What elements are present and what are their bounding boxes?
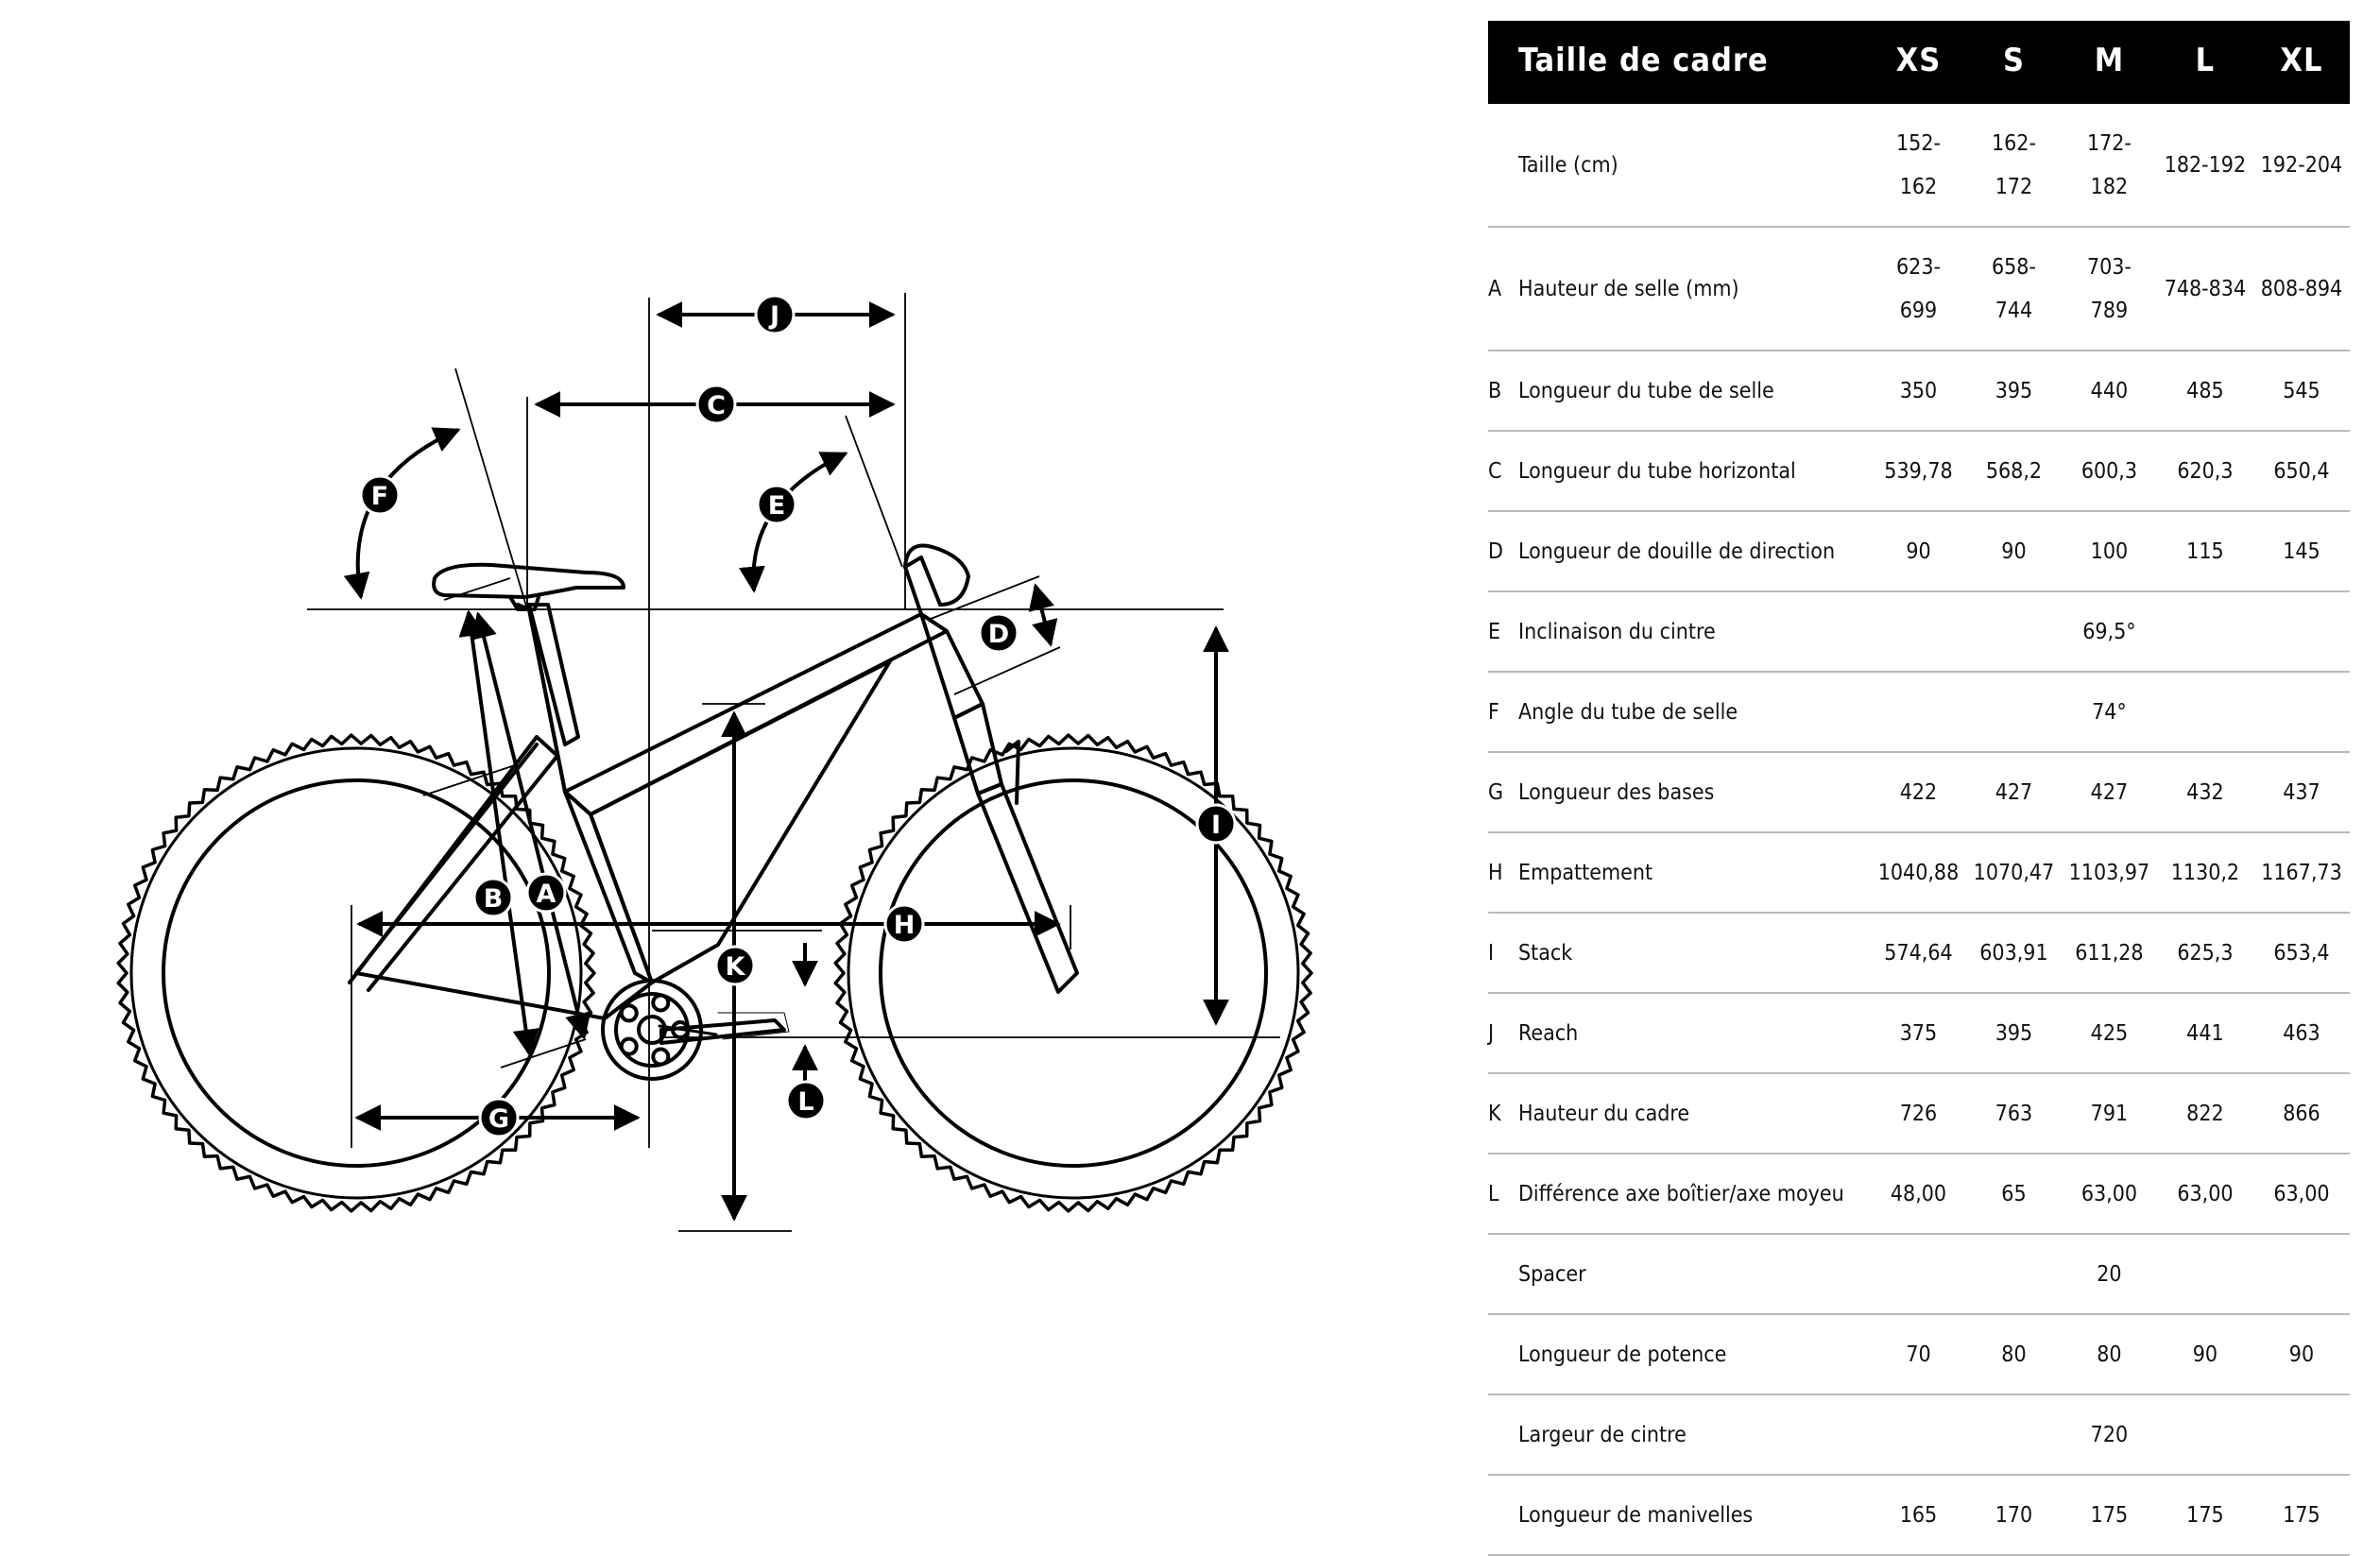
row-value: 726 xyxy=(1871,1073,1966,1154)
row-value: 422 xyxy=(1871,752,1966,832)
size-header-m: M xyxy=(2062,21,2157,102)
row-value: 350 xyxy=(1871,351,1966,431)
row-value: 165 xyxy=(1871,1475,1966,1555)
row-value: 145 xyxy=(2253,511,2350,591)
empty-cell xyxy=(1966,591,2062,672)
row-letter: K xyxy=(1488,1073,1518,1154)
table-header-row xyxy=(1488,21,2350,102)
bike-drawing xyxy=(118,546,1311,1211)
fork-brake xyxy=(1006,742,1019,803)
size-header-l: L xyxy=(2157,21,2253,102)
seat-angle-line xyxy=(455,368,527,609)
row-value: 192-204 xyxy=(2253,102,2350,227)
empty-cell xyxy=(1871,591,1966,672)
row-label: Hauteur du cadre xyxy=(1518,1073,1871,1154)
row-value: 539,78 xyxy=(1871,431,1966,511)
table-row xyxy=(1488,1475,2350,1555)
row-value: 100 xyxy=(2062,511,2157,591)
row-letter: D xyxy=(1488,511,1518,591)
row-label: Spacer xyxy=(1518,1234,1871,1314)
table-row xyxy=(1488,351,2350,431)
table-row xyxy=(1488,1394,2350,1475)
row-value: 611,28 xyxy=(2062,913,2157,993)
marker-d xyxy=(980,614,1018,652)
row-value: 1070,47 xyxy=(1966,832,2062,913)
row-value: 1040,88 xyxy=(1871,832,1966,913)
row-value: 375 xyxy=(1871,993,1966,1073)
row-value: 90 xyxy=(1871,511,1966,591)
table-row xyxy=(1488,431,2350,511)
marker-h xyxy=(885,905,923,943)
marker-label: L xyxy=(797,1087,814,1117)
row-label: Longueur du tube de selle xyxy=(1518,351,1871,431)
marker-label: I xyxy=(1210,811,1222,840)
row-letter xyxy=(1488,1314,1518,1394)
row-value-all-sizes: 69,5° xyxy=(2062,591,2157,672)
row-value: 603,91 xyxy=(1966,913,2062,993)
row-value: 90 xyxy=(2253,1314,2350,1394)
row-label: Inclinaison du cintre xyxy=(1518,591,1871,672)
row-value: 650,4 xyxy=(2253,431,2350,511)
row-value: 703- 789 xyxy=(2062,227,2157,351)
row-value: 115 xyxy=(2157,511,2253,591)
row-letter xyxy=(1488,102,1518,227)
row-value: 175 xyxy=(2253,1475,2350,1555)
row-label: Longueur de manivelles xyxy=(1518,1475,1871,1555)
row-label: Hauteur de selle (mm) xyxy=(1518,227,1871,351)
row-letter: E xyxy=(1488,591,1518,672)
empty-cell xyxy=(1966,1234,2062,1314)
marker-e xyxy=(758,486,796,523)
front-wheel xyxy=(835,735,1311,1211)
size-header-s: S xyxy=(1966,21,2062,102)
row-value: 1103,97 xyxy=(2062,832,2157,913)
fork-leg xyxy=(978,784,1077,992)
row-value: 568,2 xyxy=(1966,431,2062,511)
row-letter: F xyxy=(1488,672,1518,752)
chainring-bolt xyxy=(653,995,668,1010)
marker-label: C xyxy=(707,391,726,420)
row-value: 48,00 xyxy=(1871,1154,1966,1234)
row-value-all-sizes: 720 xyxy=(2062,1394,2157,1475)
marker-l xyxy=(787,1082,825,1120)
row-label: Longueur du tube horizontal xyxy=(1518,431,1871,511)
table-row xyxy=(1488,832,2350,913)
size-header-xs: XS xyxy=(1871,21,1966,102)
row-letter: C xyxy=(1488,431,1518,511)
marker-c xyxy=(697,385,735,423)
table-row xyxy=(1488,227,2350,351)
row-value: 658- 744 xyxy=(1966,227,2062,351)
row-value: 822 xyxy=(2157,1073,2253,1154)
marker-j xyxy=(756,296,794,333)
row-value: 574,64 xyxy=(1871,913,1966,993)
marker-label: K xyxy=(725,952,745,982)
row-value: 90 xyxy=(1966,511,2062,591)
headtube-bottom-tick xyxy=(954,647,1060,694)
row-letter: H xyxy=(1488,832,1518,913)
dimension-markers xyxy=(361,296,1235,1137)
marker-a xyxy=(527,874,565,912)
table-row xyxy=(1488,672,2350,752)
empty-cell xyxy=(2253,591,2350,672)
row-value: 866 xyxy=(2253,1073,2350,1154)
row-value-all-sizes: 74° xyxy=(2062,672,2157,752)
row-label: Taille (cm) xyxy=(1518,102,1871,227)
row-label: Longueur de potence xyxy=(1518,1314,1871,1394)
empty-cell xyxy=(1871,1394,1966,1475)
row-value: 600,3 xyxy=(2062,431,2157,511)
empty-cell xyxy=(2157,672,2253,752)
fork-upper xyxy=(954,704,1002,794)
row-value: 65 xyxy=(1966,1154,2062,1234)
row-value: 653,4 xyxy=(2253,913,2350,993)
row-label: Reach xyxy=(1518,993,1871,1073)
stem-angle-line xyxy=(846,416,902,567)
row-letter: A xyxy=(1488,227,1518,351)
marker-b xyxy=(474,879,512,916)
row-value: 175 xyxy=(2062,1475,2157,1555)
frame-size-header: Taille de cadre xyxy=(1488,21,1871,102)
seat-post-clamp xyxy=(529,605,578,744)
empty-cell xyxy=(2157,1394,2253,1475)
row-value: 763 xyxy=(1966,1073,2062,1154)
row-value: 80 xyxy=(1966,1314,2062,1394)
row-letter: G xyxy=(1488,752,1518,832)
empty-cell xyxy=(2157,1234,2253,1314)
row-value: 1130,2 xyxy=(2157,832,2253,913)
chainring-bolt xyxy=(622,1039,637,1054)
row-value: 427 xyxy=(2062,752,2157,832)
row-label: Empattement xyxy=(1518,832,1871,913)
stem xyxy=(905,557,940,614)
row-value: 437 xyxy=(2253,752,2350,832)
row-value: 441 xyxy=(2157,993,2253,1073)
row-letter xyxy=(1488,1234,1518,1314)
saddle-height-arrow xyxy=(478,614,584,1037)
row-value: 182-192 xyxy=(2157,102,2253,227)
row-value: 70 xyxy=(1871,1314,1966,1394)
marker-label: G xyxy=(488,1104,510,1134)
empty-cell xyxy=(2253,1394,2350,1475)
row-value: 90 xyxy=(2157,1314,2253,1394)
row-value: 395 xyxy=(1966,351,2062,431)
marker-label: J xyxy=(769,301,780,331)
geometry-table xyxy=(1488,21,2350,1556)
table-row xyxy=(1488,511,2350,591)
row-value: 63,00 xyxy=(2253,1154,2350,1234)
row-value: 485 xyxy=(2157,351,2253,431)
head-tube xyxy=(921,614,983,718)
chainring-bolt xyxy=(653,1050,668,1065)
size-header-xl: XL xyxy=(2253,21,2350,102)
table-row xyxy=(1488,1154,2350,1234)
row-label: Stack xyxy=(1518,913,1871,993)
row-value: 440 xyxy=(2062,351,2157,431)
table-row xyxy=(1488,913,2350,993)
table-row xyxy=(1488,1073,2350,1154)
row-value: 63,00 xyxy=(2157,1154,2253,1234)
top-tube xyxy=(565,614,947,814)
row-letter: L xyxy=(1488,1154,1518,1234)
saddle xyxy=(434,565,624,597)
row-value: 170 xyxy=(1966,1475,2062,1555)
headtube-length-arrow xyxy=(1036,586,1051,644)
table-row xyxy=(1488,993,2350,1073)
row-letter: J xyxy=(1488,993,1518,1073)
table-row xyxy=(1488,591,2350,672)
tire-tread xyxy=(835,735,1311,1211)
marker-f xyxy=(361,476,399,514)
empty-cell xyxy=(2157,591,2253,672)
row-label: Longueur des bases xyxy=(1518,752,1871,832)
frame xyxy=(350,546,1077,1019)
empty-cell xyxy=(2253,672,2350,752)
marker-i xyxy=(1197,805,1235,843)
marker-label: A xyxy=(536,880,556,909)
row-value: 80 xyxy=(2062,1314,2157,1394)
row-letter: B xyxy=(1488,351,1518,431)
row-value: 63,00 xyxy=(2062,1154,2157,1234)
row-value-all-sizes: 20 xyxy=(2062,1234,2157,1314)
marker-label: B xyxy=(483,884,504,914)
empty-cell xyxy=(1871,672,1966,752)
seat-post xyxy=(518,605,565,792)
row-label: Largeur de cintre xyxy=(1518,1394,1871,1475)
row-value: 175 xyxy=(2157,1475,2253,1555)
marker-label: F xyxy=(370,482,389,511)
row-label: Différence axe boîtier/axe moyeu xyxy=(1518,1154,1871,1234)
headtube-top-tick xyxy=(931,576,1039,619)
row-letter xyxy=(1488,1394,1518,1475)
row-value: 395 xyxy=(1966,993,2062,1073)
row-value: 172- 182 xyxy=(2062,102,2157,227)
marker-g xyxy=(480,1099,518,1137)
row-value: 620,3 xyxy=(2157,431,2253,511)
empty-cell xyxy=(1871,1234,1966,1314)
marker-label: E xyxy=(767,491,786,521)
row-value: 152- 162 xyxy=(1871,102,1966,227)
table-row xyxy=(1488,752,2350,832)
row-value: 545 xyxy=(2253,351,2350,431)
row-value: 427 xyxy=(1966,752,2062,832)
row-letter xyxy=(1488,1475,1518,1555)
row-value: 748-834 xyxy=(2157,227,2253,351)
chainring-bolt xyxy=(622,1005,637,1020)
table-row xyxy=(1488,1314,2350,1394)
marker-label: H xyxy=(893,911,916,940)
row-value: 463 xyxy=(2253,993,2350,1073)
table-row xyxy=(1488,102,2350,227)
row-value: 162- 172 xyxy=(1966,102,2062,227)
marker-k xyxy=(716,947,754,984)
marker-label: D xyxy=(987,620,1010,649)
seat-tube xyxy=(529,609,652,983)
row-label: Longueur de douille de direction xyxy=(1518,511,1871,591)
row-value: 1167,73 xyxy=(2253,832,2350,913)
row-value: 623- 699 xyxy=(1871,227,1966,351)
seat-stay-outline xyxy=(350,737,557,990)
row-value: 432 xyxy=(2157,752,2253,832)
row-label: Angle du tube de selle xyxy=(1518,672,1871,752)
row-value: 791 xyxy=(2062,1073,2157,1154)
seat-tube-length-arrow xyxy=(469,612,529,1053)
empty-cell xyxy=(1966,1394,2062,1475)
empty-cell xyxy=(2253,1234,2350,1314)
row-value: 808-894 xyxy=(2253,227,2350,351)
row-value: 425 xyxy=(2062,993,2157,1073)
row-value: 625,3 xyxy=(2157,913,2253,993)
row-letter: I xyxy=(1488,913,1518,993)
empty-cell xyxy=(1966,672,2062,752)
table-row xyxy=(1488,1234,2350,1314)
